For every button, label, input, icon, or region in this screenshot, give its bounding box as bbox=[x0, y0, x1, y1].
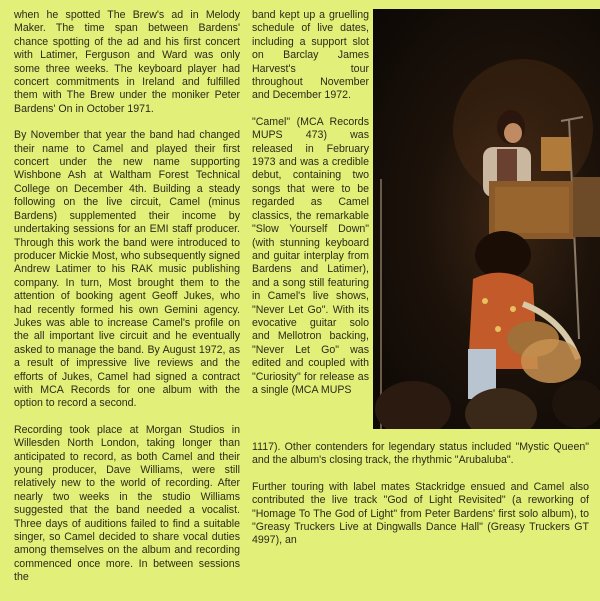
paragraph: Recording took place at Morgan Studios in Willesden North London, taking longer than anticipated to record, as both Camel and their young producer, Dave Williams, were still relatively new to the world of recording. After nearly two weeks in the studio Williams suggested that the band needed a vocalist. Three days of auditions failed to find a suitable singer, so Camel decided to share vocal duties among themselves on the album and recording commenced once more. In between sessions the bbox=[14, 423, 240, 584]
left-text-column bbox=[14, 9, 240, 598]
paragraph: "Camel" (MCA Records MUPS 473) was released in February 1973 and was a credible debut, containing two songs that were to be regarded as Camel classics, the remarkable "Slow Yourself Down" (with stunning keyboard and guitar interplay from Bardens and Latimer), and a song still featuring in Camel's live shows, "Never Let Go". With its evocative guitar solo and Mellotron backing, "Never Let Go" was edited and coupled with "Curiosity" for release as a single (MCA MUPS bbox=[252, 115, 369, 396]
paragraph: 1117). Other contenders for legendary status included "Mystic Queen" and the album's closing track, the rhythmic "Arubaluba". bbox=[252, 441, 589, 467]
paragraph: when he spotted The Brew's ad in Melody Maker. The time span between Bardens' chance spotting of the ad and his first concert with Latimer, Ferguson and Ward was only some three weeks. The keyboard player had concert commitments in Ireland and fulfilled them with The Brew under the moniker Peter Bardens' On in October 1971. bbox=[14, 9, 240, 115]
concert-photo-illustration bbox=[373, 9, 600, 429]
paragraph: band kept up a gruelling schedule of live dates, including a support slot on Barclay James Harvest's tour throughout November and December 1972. bbox=[252, 9, 369, 102]
paragraph: Further touring with label mates Stackridge ensued and Camel also contributed the live track "God of Light Revisited" (a reworking of "Homage To The God of Light" from Peter Bardens' first solo album), to "Greasy Truckers Live at Dingwalls Dance Hall" (Greasy Truckers GT 4997), an bbox=[252, 480, 589, 547]
paragraph: By November that year the band had changed their name to Camel and played their first concert under the new name supporting Wishbone Ash at Waltham Forest Technical College on December 4th. Building a steady following on the live circuit, Camel (minus Bardens) supplemented their income by undertaking sessions for an EMI staff producer. Through this work the band were introduced to producer Mickie Most, who subsequently signed Andrew Latimer to his RAK music publishing company. In turn, Most brought them to the attention of booking agent Geoff Jukes, who had recently formed his own Gemini agency. Jukes was able to increase Camel's profile on the all important live circuit and he eventually asked to manage the band. By August 1972, as a result of impressive live reviews and the efforts of Jukes, Camel had signed a contract with MCA Records for one album with the option to record a second. bbox=[14, 129, 240, 410]
right-text-column-bottom bbox=[252, 441, 589, 561]
concert-photo bbox=[373, 9, 600, 429]
right-text-column-top bbox=[252, 9, 369, 410]
